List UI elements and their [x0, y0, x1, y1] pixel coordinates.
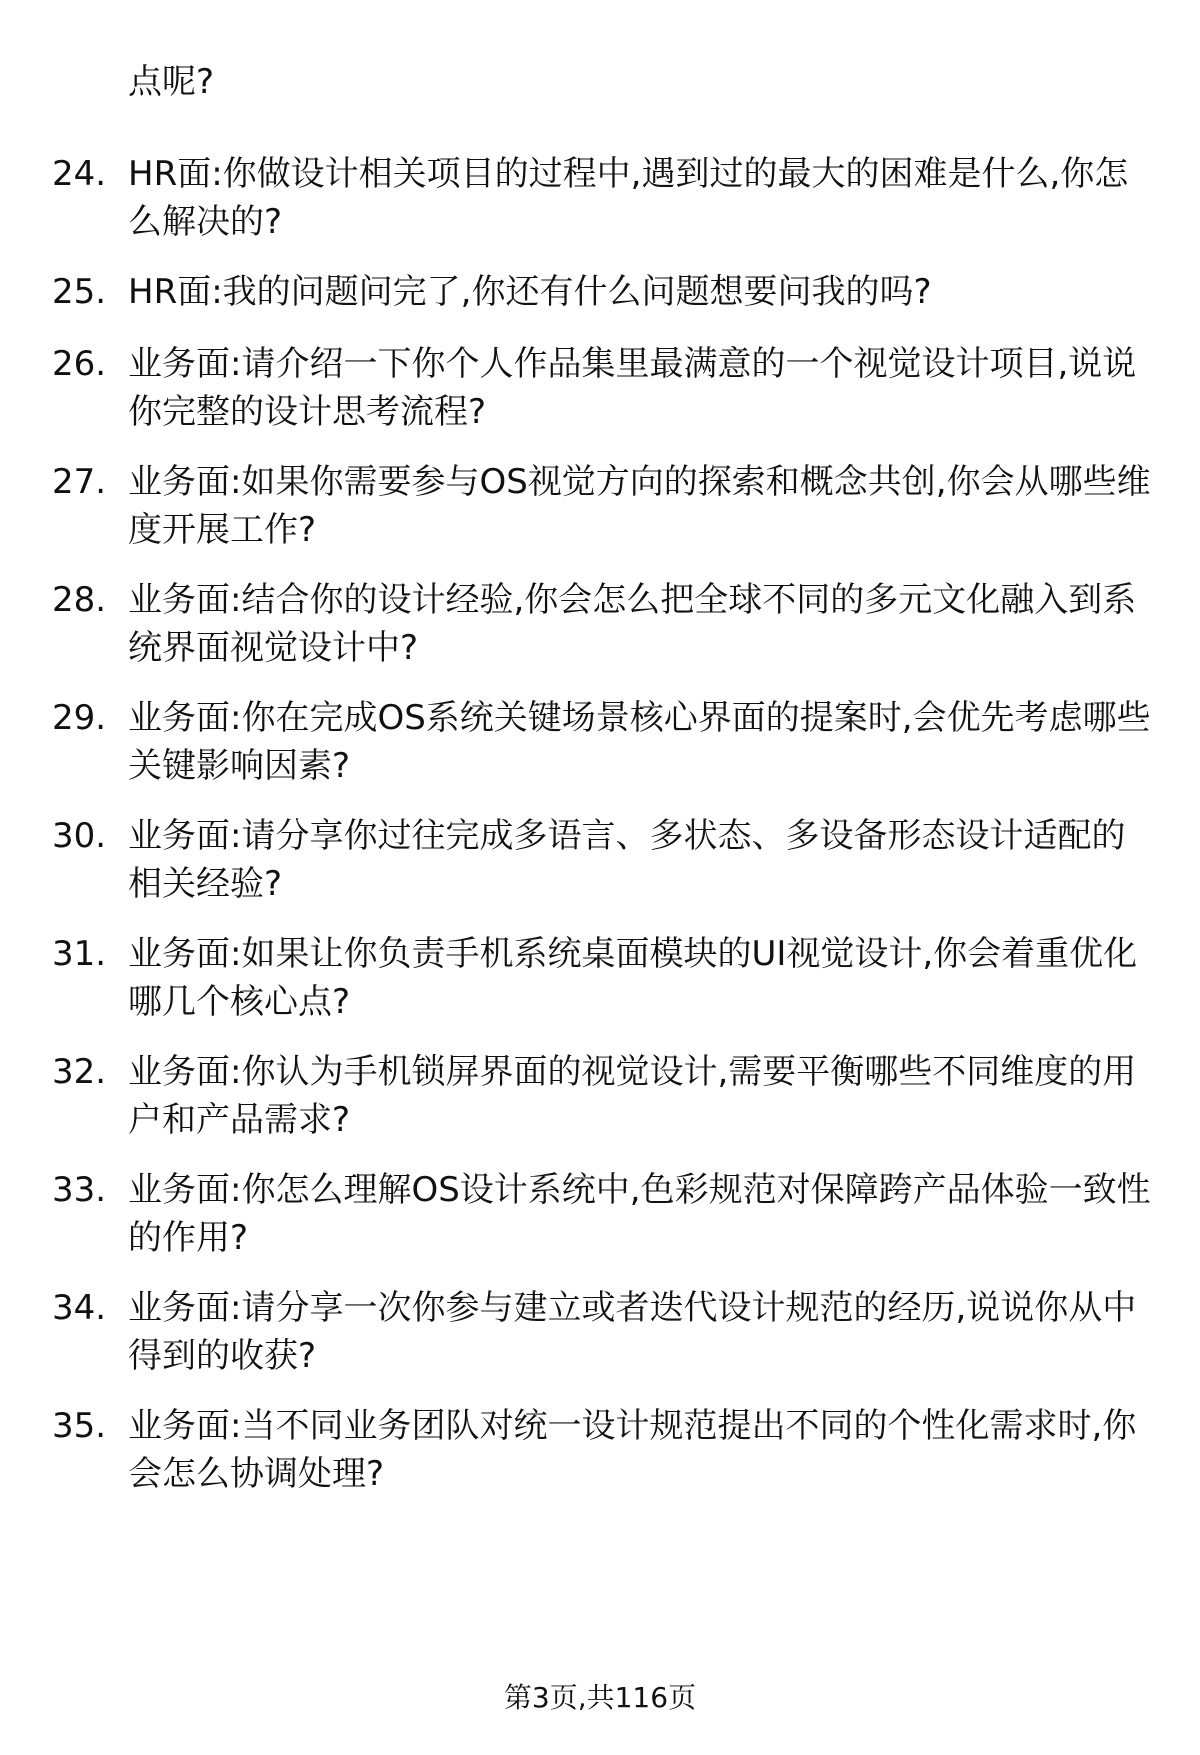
item-text: HR面:你做设计相关项目的过程中,遇到过的最大的困难是什么,你怎么解决的? — [128, 154, 1129, 242]
item-number: 35. — [52, 1406, 107, 1446]
item-number: 34. — [52, 1288, 107, 1328]
item-number: 31. — [52, 934, 107, 974]
item-text: 业务面:请分享一次你参与建立或者迭代设计规范的经历,说说你从中得到的收获? — [128, 1288, 1137, 1376]
item-text: 业务面:你在完成OS系统关键场景核心界面的提案时,会优先考虑哪些关键影响因素? — [128, 698, 1151, 786]
page-footer: 第3页,共116页 — [503, 1681, 697, 1714]
item-number: 33. — [52, 1170, 107, 1210]
item-number: 27. — [52, 462, 107, 502]
item-number: 24. — [52, 154, 107, 194]
item-text: 业务面:请分享你过往完成多语言、多状态、多设备形态设计适配的相关经验? — [128, 816, 1126, 904]
item-text: 业务面:你认为手机锁屏界面的视觉设计,需要平衡哪些不同维度的用户和产品需求? — [128, 1052, 1137, 1140]
item-text: 业务面:如果你需要参与OS视觉方向的探索和概念共创,你会从哪些维度开展工作? — [128, 462, 1151, 550]
item-text: 业务面:你怎么理解OS设计系统中,色彩规范对保障跨产品体验一致性的作用? — [128, 1170, 1151, 1258]
item-number: 30. — [52, 816, 107, 856]
item-text: 业务面:结合你的设计经验,你会怎么把全球不同的多元文化融入到系统界面视觉设计中? — [128, 580, 1137, 668]
item-text: 业务面:请介绍一下你个人作品集里最满意的一个视觉设计项目,说说你完整的设计思考流程? — [128, 344, 1137, 432]
item-number: 26. — [52, 344, 107, 384]
item-text: HR面:我的问题问完了,你还有什么问题想要问我的吗? — [128, 272, 932, 312]
item-number: 32. — [52, 1052, 107, 1092]
item-number: 28. — [52, 580, 107, 620]
continuation-text: 点呢? — [128, 62, 215, 102]
item-text: 业务面:如果让你负责手机系统桌面模块的UI视觉设计,你会着重优化哪几个核心点? — [128, 934, 1138, 1022]
item-number: 29. — [52, 698, 107, 738]
item-text: 业务面:当不同业务团队对统一设计规范提出不同的个性化需求时,你会怎么协调处理? — [128, 1406, 1137, 1494]
item-number: 25. — [52, 272, 107, 312]
